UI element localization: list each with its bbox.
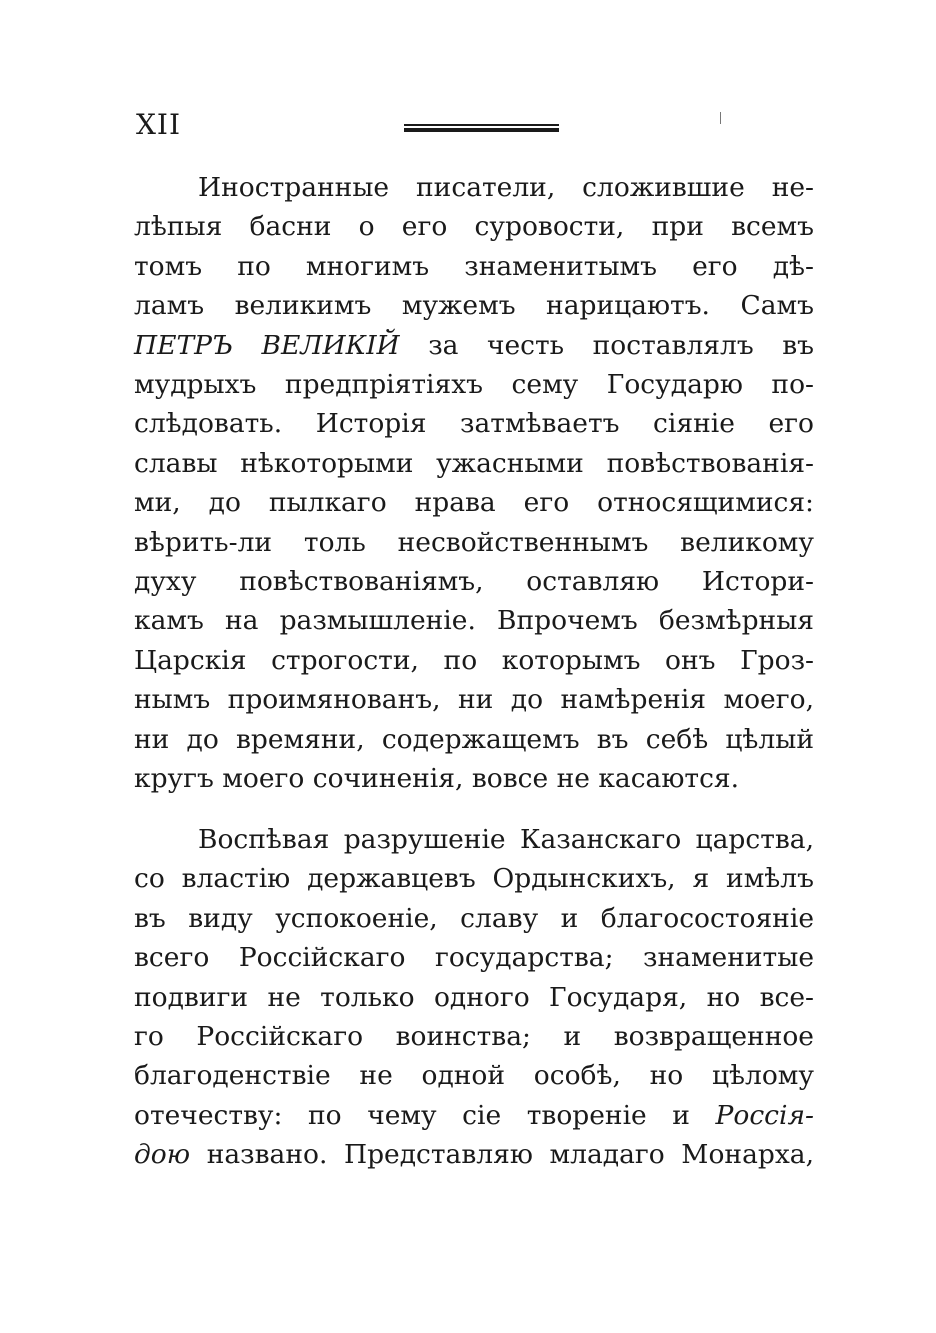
text-line: камъ на размышленіе. Впрочемъ безмѣрныя [134,605,814,637]
paragraph-2 [134,820,814,1175]
text-line: нымъ проимянованъ, ни до намѣренія моего, [134,684,814,716]
paragraph-1 [134,168,814,799]
text-line: духу повѣствованіямъ, оставляю Истори- [134,566,814,598]
page-number: XII [136,108,182,141]
text-line: Воспѣвая разрушеніе Казанскаго царства, [198,824,814,855]
text-span: за честь поставлялъ въ [399,329,814,361]
text-line: Иностранные писатели, сложившие не- [198,172,814,203]
page-header [136,108,816,148]
text-line: ни до времяни, содержащемъ въ себѣ цѣлый [134,723,814,755]
text-line: ми, до пылкаго нрава его относящимися: [134,487,814,519]
text-line: лѣпыя басни о его суровости, при всемъ [134,211,814,243]
text-line: Царскія строгости, по которымъ онъ Гроз- [134,644,814,676]
text-line: благоденствіе не одной особѣ, но цѣлому [134,1060,814,1092]
text-line [134,326,814,365]
text-line: слѣдовать. Исторія затмѣваетъ сіяніе его [134,408,814,440]
italic-title: дою [134,1139,191,1171]
text-line [134,1096,814,1135]
italic-name: ПЕТРЪ ВЕЛИКІЙ [134,329,400,361]
text-line: въ виду успокоеніе, славу и благосостояніе [134,902,814,934]
italic-title: Россія- [715,1099,814,1131]
text-line: томъ по многимъ знаменитымъ его дѣ- [134,250,814,282]
text-line: кругъ моего сочиненія, вовсе не касаются. [134,763,740,795]
text-line: славы нѣкоторыми ужасными повѣствованія- [134,447,814,479]
text-span: отечеству: по чему сіе твореніе и [134,1099,716,1131]
text-line: го Россійскаго воинства; и возвращенное [134,1021,814,1053]
text-span: названо. Представляю младаго Монарха, [190,1139,814,1171]
text-line: мудрыхъ предпріятіяхъ сему Государю по- [134,369,814,401]
stray-print-mark [720,112,721,124]
text-line: ламъ великимъ мужемъ нарицаютъ. Самъ [134,290,814,322]
header-ornament-rule [404,124,559,132]
text-line [134,1135,814,1174]
text-line: подвиги не только одного Государя, но все- [134,981,814,1013]
text-line: вѣрить-ли толь несвойственнымъ великому [134,526,814,558]
text-line: со властію державцевъ Ордынскихъ, я имѣлъ [134,863,814,895]
text-line: всего Россійскаго государства; знаменитые [134,942,814,974]
